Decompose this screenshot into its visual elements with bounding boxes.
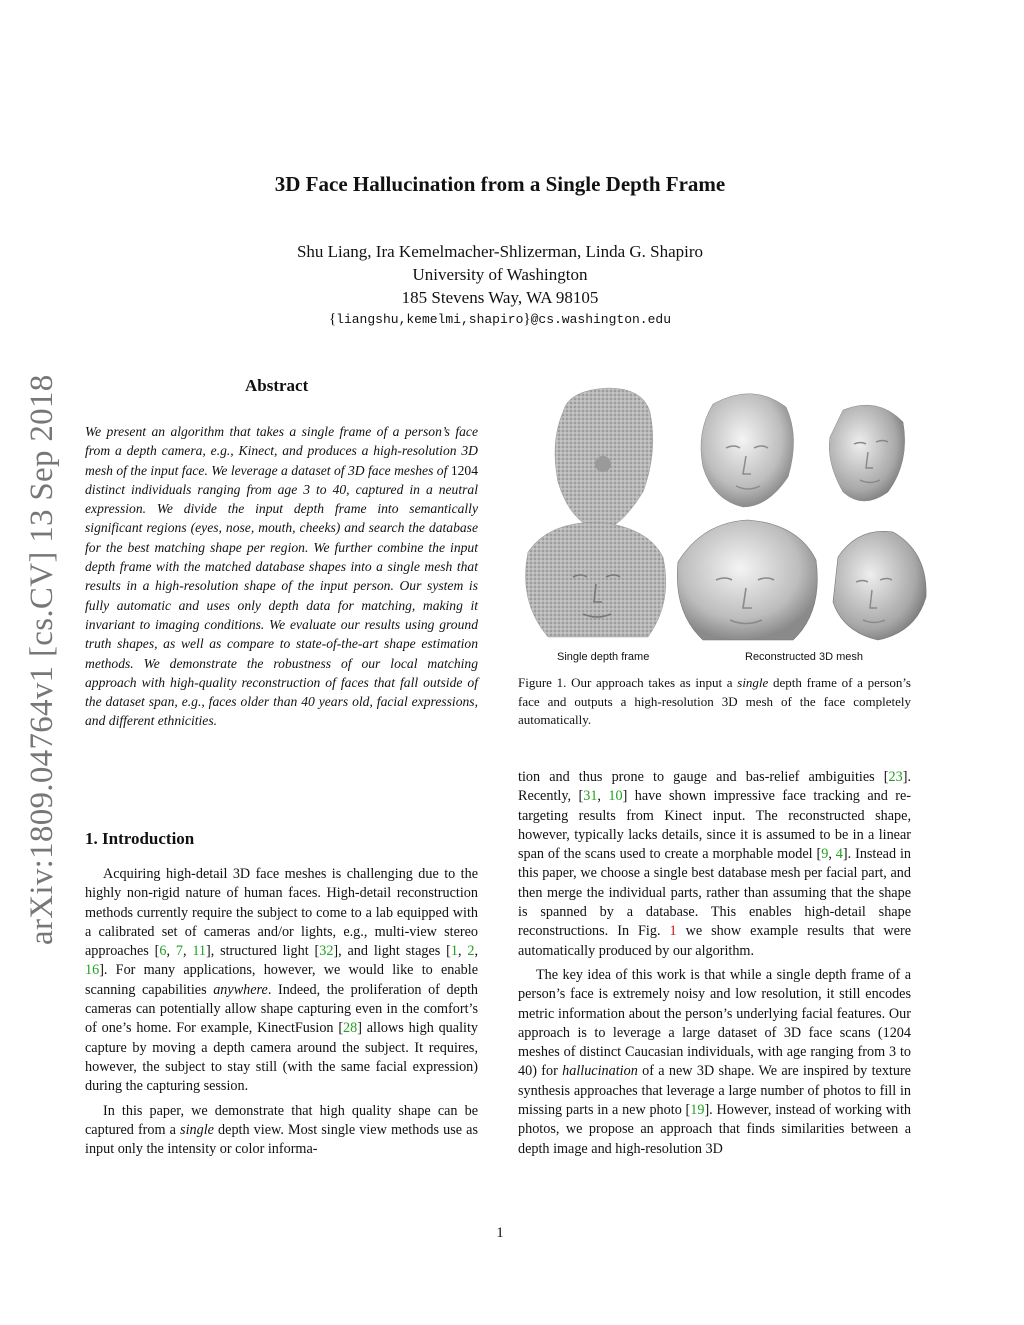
right-column-text bbox=[518, 768, 911, 1159]
figure-label-left: Single depth frame bbox=[557, 651, 650, 663]
mesh-side-1 bbox=[829, 405, 904, 501]
citation[interactable]: 1 bbox=[450, 943, 458, 960]
introduction-heading: 1. Introduction bbox=[85, 829, 195, 848]
citation[interactable]: 28 bbox=[343, 1020, 358, 1037]
figure-label-right: Reconstructed 3D mesh bbox=[745, 651, 863, 663]
depth-frame-2 bbox=[526, 522, 666, 637]
depth-frame-1-nose bbox=[595, 456, 611, 472]
citation[interactable]: 6 bbox=[159, 943, 167, 960]
citation[interactable]: 7 bbox=[175, 943, 183, 960]
page-number: 1 bbox=[496, 1225, 504, 1241]
introduction-text bbox=[85, 865, 478, 1159]
citation[interactable]: 16 bbox=[85, 962, 100, 979]
abstract-heading: Abstract bbox=[245, 376, 309, 395]
citation[interactable]: 23 bbox=[888, 769, 903, 785]
mesh-front-2 bbox=[677, 520, 817, 640]
author-names: Shu Liang, Ira Kemelmacher-Shlizerman, Linda G. Shapiro bbox=[296, 242, 704, 261]
address: 185 Stevens Way, WA 98105 bbox=[401, 288, 599, 307]
figure-face-meshes bbox=[518, 382, 930, 642]
mesh-front-1 bbox=[701, 394, 794, 507]
citation[interactable]: 31 bbox=[583, 788, 598, 805]
figure-caption: Figure 1. Our approach takes as input a single depth frame of a person’s face and outputs a high-resolution 3D mesh of the face completely automatically. bbox=[518, 675, 911, 727]
right-paragraph-2: The key idea of this work is that while a single depth frame of a person’s face is extremely noisy and low resolution, it still encodes metric information about the person’s underlying facial features. Our approach is to leverage a large dataset of 3D face scans (1204 meshes of distinct Caucasian individuals, with age ranging from 3 to 40) for hallucination of a new 3D shape. We are inspired by texture synthesis approaches that leverage a large number of photos to fill in missing parts in a new photo [19]. However, instead of working with photos, we propose an approach that finds similarities between a depth image and high-resolution 3D bbox=[518, 966, 911, 1157]
mesh-side-2 bbox=[833, 531, 926, 640]
intro-paragraph-1: Acquiring high-detail 3D face meshes is challenging due to the highly non-rigid nature of human faces. High-detail reconstruction methods currently require the subject to come to a lab equipped with a calibrated set of cameras and/or lights, e.g., multi-view stereo approaches [6, 7, 11], structured light [32], and light stages [1, 2, 16]. For many applications, however, we would like to enable scanning capabilities anywhere. Indeed, the proliferation of depth cameras can potentially allow shape capturing even in the comfort’s of one’s home. For example, KinectFusion [28] allows high quality capture by moving a depth camera around the subject. It requires, however, the subject to stay still (with the same facial expression) during the capturing session. bbox=[85, 866, 478, 1095]
abstract-text: We present an algorithm that takes a single frame of a person’s face from a depth camera, e.g., Kinect, and produces a high-resolution 3D mesh of the input face. We leverage a dataset of 3D face meshes of 1204 distinct individuals ranging from age 3 to 40, captured in a neutral expression. We divide the input depth frame into semantically significant regions (eyes, nose, mouth, cheeks) and search the database for the best matching shape per region. We further combine the input depth frame with the matched database shapes into a single mesh that results in a high-resolution shape of the input person. Our system is fully automatic and uses only depth data for matching, making it invariant to imaging conditions. We evaluate our results using ground truth shapes, as well as compare to state-of-the-art shape estimation methods. We demonstrate the robustness of our local matching approach with high-quality reconstruction of faces that fall outside of the dataset span, e.g., faces older than 40 years old, facial expressions, and different ethnicities. bbox=[85, 424, 478, 729]
citation[interactable]: 19 bbox=[690, 1102, 705, 1119]
author-emails: {liangshu,kemelmi,shapiro}@cs.washington.edu bbox=[328, 311, 672, 327]
citation[interactable]: 2 bbox=[467, 943, 475, 960]
affiliation: University of Washington bbox=[412, 265, 588, 284]
right-paragraph-1: tion and thus prone to gauge and bas-relief ambiguities [23]. Recently, [31, 10] have shown impressive face tracking and re-targeting results from Kinect input. The reconstructed shape, however, typically lacks details, since it is assumed to be in a linear span of the scans used to create a morphable model [9, 4]. Instead in this paper, we choose a single best database mesh per facial part, and then merge the individual parts, rather than assuming that the shape is spanned by a database. This enables high-detail shape reconstructions. In Fig. 1 we show example results that were automatically produced by our algorithm. bbox=[518, 769, 912, 959]
arxiv-identifier: arXiv:1809.04764v1 [cs.CV] 13 Sep 2018 bbox=[24, 374, 60, 945]
citation[interactable]: 32 bbox=[319, 943, 334, 960]
citation[interactable]: 9 bbox=[821, 846, 829, 863]
citation[interactable]: 4 bbox=[835, 846, 843, 863]
citation[interactable]: 11 bbox=[192, 943, 206, 960]
figure-reference[interactable]: 1 bbox=[669, 923, 677, 940]
intro-paragraph-2: In this paper, we demonstrate that high quality shape can be captured from a single depth view. Most single view methods use as input only the intensity or color informa- bbox=[85, 1102, 478, 1158]
citation[interactable]: 10 bbox=[608, 788, 623, 805]
paper-title: 3D Face Hallucination from a Single Depth Frame bbox=[274, 172, 726, 196]
author-block bbox=[0, 240, 1000, 309]
